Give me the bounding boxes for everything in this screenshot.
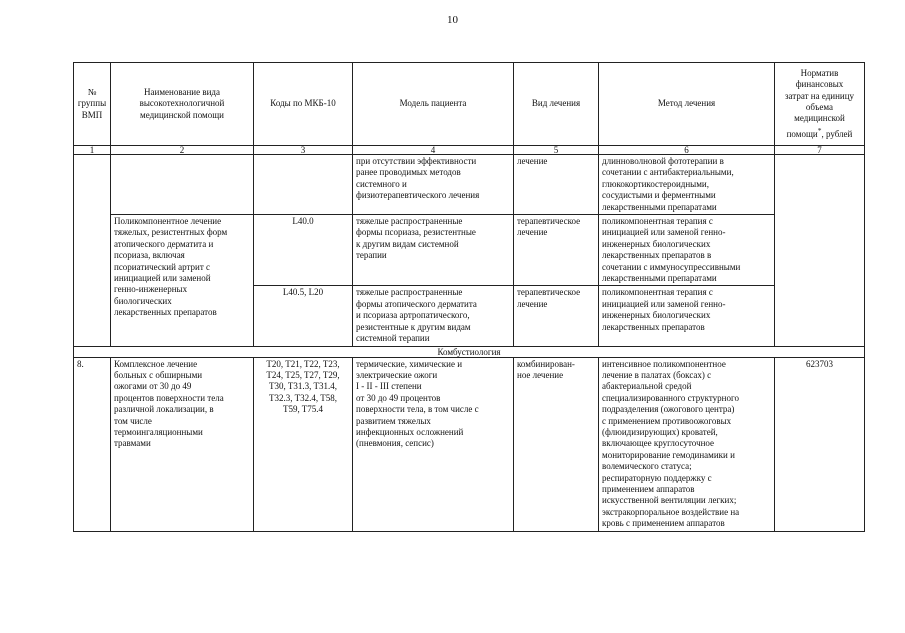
- header-name: Наименование вида высокотехнологичной медицинской помощи: [111, 63, 254, 146]
- header-codes: Коды по МКБ-10: [254, 63, 353, 146]
- codes-cell-empty: [254, 155, 353, 215]
- model-cell: при отсутствии эффективности ранее проводимых методов системного и физиотерапевтического лечения: [353, 155, 514, 215]
- column-number: 6: [599, 146, 775, 155]
- column-number: 4: [353, 146, 514, 155]
- treatment-type-cell: комбинирован- ное лечение: [514, 357, 599, 531]
- header-treatment-type: Вид лечения: [514, 63, 599, 146]
- group-cell: 8.: [74, 357, 111, 531]
- header-method: Метод лечения: [599, 63, 775, 146]
- model-cell: тяжелые распространенные формы атопического дерматита и псориаза артропатического, резистентные к другим видам системной терапии: [353, 286, 514, 346]
- method-cell: длинноволновой фототерапии в сочетании с антибактериальными, глюкокортикостероидными, сосудистыми и ферментными лекарственными препаратами: [599, 155, 775, 215]
- method-cell: интенсивное поликомпонентное лечение в палатах (боксах) с абактериальной средой специализированного структурного подразделения (ожогового центра) с применением противоожоговых (флюидизирующих) кроватей, включающее круглосуточное мониторирование гемодинамики и волемического статуса; респираторную поддержку с применением аппаратов искусственной вентиляции легких; экстракорпоральное воздействие на кровь с применением аппаратов: [599, 357, 775, 531]
- treatment-type-cell: терапевтическое лечение: [514, 215, 599, 286]
- method-cell: поликомпонентная терапия с инициацией или заменой генно- инженерных биологических лекарственных препаратов в сочетании с иммуносупрессивными лекарственными препаратами: [599, 215, 775, 286]
- column-number: 7: [775, 146, 865, 155]
- section-title: Комбустиология: [74, 346, 865, 357]
- treatment-type-cell: лечение: [514, 155, 599, 215]
- norm-cell: 623703: [775, 357, 865, 531]
- table-row: [74, 155, 865, 215]
- model-cell: термические, химические и электрические ожоги I - II - III степени от 30 до 49 процентов поверхности тела, в том числе с развитием тяжелых инфекционных осложнений (пневмония, сепсис): [353, 357, 514, 531]
- section-row: [74, 346, 865, 357]
- header-group: № группы ВМП: [74, 63, 111, 146]
- column-number: 1: [74, 146, 111, 155]
- method-cell: поликомпонентная терапия с инициацией или заменой генно- инженерных биологических лекарственных препаратов: [599, 286, 775, 346]
- column-number-row: [74, 146, 865, 155]
- table-row: [74, 215, 865, 286]
- table-row: [74, 357, 865, 531]
- treatment-type-cell: терапевтическое лечение: [514, 286, 599, 346]
- group-cell-empty: [74, 155, 111, 347]
- norm-cell-empty: [775, 155, 865, 347]
- header-model: Модель пациента: [353, 63, 514, 146]
- header-norm-suffix: , рублей: [821, 128, 853, 139]
- name-cell: Поликомпонентное лечение тяжелых, резистентных форм атопического дерматита и псориаза, включая псориатический артрит с инициацией или заменой генно-инженерных биологических лекарственных препаратов: [111, 215, 254, 346]
- table-header-row: [74, 63, 865, 146]
- header-norm-star: *: [817, 125, 822, 135]
- vmp-table: [73, 62, 865, 532]
- name-cell: Комплексное лечение больных с обширными ожогами от 30 до 49 процентов поверхности тела различной локализации, в том числе термоингаляционными травмами: [111, 357, 254, 531]
- column-number: 2: [111, 146, 254, 155]
- codes-cell: L40.5, L20: [254, 286, 353, 346]
- codes-cell: L40.0: [254, 215, 353, 286]
- header-norm-prefix: Норматив финансовых затрат на единицу объема медицинской помощи: [784, 67, 855, 139]
- page-number: 10: [447, 14, 458, 26]
- codes-cell: T20, T21, T22, T23, T24, T25, T27, T29, T30, T31.3, T31.4, T32.3, T32.4, T58, T59, T75.4: [254, 357, 353, 531]
- column-number: 3: [254, 146, 353, 155]
- header-norm: [775, 63, 865, 146]
- model-cell: тяжелые распространенные формы псориаза, резистентные к другим видам системной терапии: [353, 215, 514, 286]
- name-cell-empty: [111, 155, 254, 215]
- column-number: 5: [514, 146, 599, 155]
